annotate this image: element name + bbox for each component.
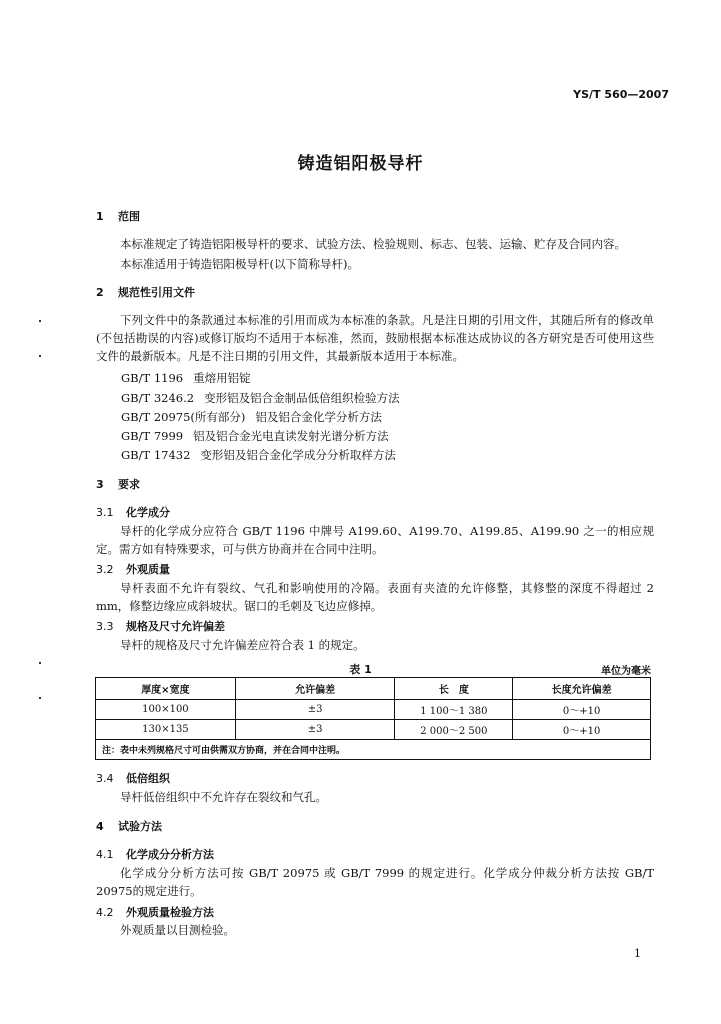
subsection-number: 4.2 — [96, 906, 114, 919]
column-header: 厚度×宽度 — [96, 678, 236, 700]
table-cell: 0～+10 — [513, 720, 651, 740]
subsection-3-1-heading — [96, 504, 170, 520]
reference-code: GB/T 3246.2 — [121, 391, 195, 405]
section-1-heading — [96, 208, 140, 224]
table-header-row — [96, 678, 651, 700]
table-1 — [95, 677, 651, 760]
column-header: 允许偏差 — [235, 678, 395, 700]
subsection-4-2-heading — [96, 904, 214, 920]
scan-speck — [39, 697, 41, 699]
subsection-number: 3.4 — [96, 772, 114, 785]
table-cell: 100×100 — [96, 700, 236, 720]
subsection-4-2-paragraph: 外观质量以目测检验。 — [120, 923, 235, 937]
subsection-number: 3.1 — [96, 506, 114, 519]
subsection-title: 化学成分分析方法 — [126, 848, 214, 861]
scan-speck — [39, 662, 41, 664]
section-number: 2 — [96, 286, 104, 299]
scan-speck — [39, 355, 41, 357]
table-row — [96, 720, 651, 740]
section-1-paragraph-1: 本标准规定了铸造铝阳极导杆的要求、试验方法、检验规则、标志、包装、运输、贮存及合同内容。 — [120, 237, 626, 251]
table-cell: ±3 — [235, 720, 395, 740]
table-cell: 0～+10 — [513, 700, 651, 720]
table-1-title: 表 1 — [349, 663, 372, 676]
subsection-title: 化学成分 — [126, 506, 170, 519]
table-cell: 130×135 — [96, 720, 236, 740]
section-4-heading — [96, 818, 162, 834]
standard-code: YS/T 560—2007 — [573, 88, 669, 101]
section-1-paragraph-2: 本标准适用于铸造铝阳极导杆(以下简称导杆)。 — [120, 257, 359, 271]
table-cell: 1 100～1 380 — [395, 700, 513, 720]
section-title: 范围 — [118, 210, 140, 223]
reference-item — [121, 428, 389, 444]
subsection-title: 低倍组织 — [126, 772, 170, 785]
table-row — [96, 700, 651, 720]
reference-title: 铝及铝合金光电直读发射光谱分析方法 — [193, 429, 389, 443]
reference-code: GB/T 1196 — [121, 371, 184, 385]
reference-title: 变形铝及铝合金化学成分分析取样方法 — [200, 448, 396, 462]
reference-title: 铝及铝合金化学分析方法 — [255, 410, 382, 424]
subsection-3-3-heading — [96, 618, 225, 634]
section-number: 4 — [96, 820, 104, 833]
scan-speck — [39, 320, 41, 322]
table-note: 注：表中未列规格尺寸可由供需双方协商，并在合同中注明。 — [96, 740, 651, 760]
page-number: 1 — [634, 947, 641, 960]
table-cell: ±3 — [235, 700, 395, 720]
subsection-title: 规格及尺寸允许偏差 — [126, 620, 225, 633]
subsection-title: 外观质量 — [126, 563, 170, 576]
column-header: 长 度 — [395, 678, 513, 700]
section-number: 1 — [96, 210, 104, 223]
section-title: 试验方法 — [118, 820, 162, 833]
document-title: 铸造铝阳极导杆 — [297, 154, 424, 174]
table-note-row — [96, 740, 651, 760]
subsection-4-1-heading — [96, 846, 214, 862]
subsection-4-1-paragraph: 化学成分分析方法可按 GB/T 20975 或 GB/T 7999 的规定进行。化学成分仲裁分析方法按 GB/T 20975的规定进行。 — [96, 866, 654, 898]
section-2-heading — [96, 284, 195, 300]
subsection-3-2-paragraph: 导杆表面不允许有裂纹、气孔和影响使用的冷隔。表面有夹渣的允许修整，其修整的深度不得超过 2 mm，修整边缘应成斜坡状。锯口的毛刺及飞边应修掉。 — [96, 581, 654, 613]
subsection-3-3-paragraph: 导杆的规格及尺寸允许偏差应符合表 1 的规定。 — [120, 638, 365, 652]
table-cell: 2 000～2 500 — [395, 720, 513, 740]
section-title: 规范性引用文件 — [118, 286, 195, 299]
section-number: 3 — [96, 478, 104, 491]
section-2-paragraph: 下列文件中的条款通过本标准的引用而成为本标准的条款。凡是注日期的引用文件，其随后所有的修改单(不包括勘误的内容)或修订版均不适用于本标准，然而，鼓励根据本标准达成协议的各方研究是否可使用这些文件的最新版本。凡是不注日期的引用文件，其最新版本适用于本标准。 — [96, 313, 654, 363]
subsection-3-1-paragraph: 导杆的化学成分应符合 GB/T 1196 中牌号 A199.60、A199.70、A199.85、A199.90 之一的相应规定。需方如有特殊要求，可与供方协商并在合同中注明。 — [96, 524, 654, 556]
reference-code: GB/T 20975(所有部分) — [121, 410, 246, 424]
subsection-number: 3.3 — [96, 620, 114, 633]
subsection-number: 3.2 — [96, 563, 114, 576]
subsection-3-4-paragraph: 导杆低倍组织中不允许存在裂纹和气孔。 — [120, 790, 327, 804]
section-title: 要求 — [118, 478, 140, 491]
table-1-unit: 单位为毫米 — [601, 666, 651, 677]
reference-code: GB/T 17432 — [121, 448, 191, 462]
column-header: 长度允许偏差 — [513, 678, 651, 700]
subsection-3-2-heading — [96, 561, 170, 577]
subsection-3-4-heading — [96, 770, 170, 786]
reference-item — [121, 370, 251, 386]
subsection-number: 4.1 — [96, 848, 114, 861]
section-3-heading — [96, 476, 140, 492]
reference-title: 重熔用铝锭 — [193, 371, 251, 385]
reference-item — [121, 409, 382, 425]
reference-item — [121, 447, 396, 463]
subsection-title: 外观质量检验方法 — [126, 906, 214, 919]
reference-title: 变形铝及铝合金制品低倍组织检验方法 — [204, 391, 400, 405]
reference-item — [121, 390, 400, 406]
reference-code: GB/T 7999 — [121, 429, 184, 443]
